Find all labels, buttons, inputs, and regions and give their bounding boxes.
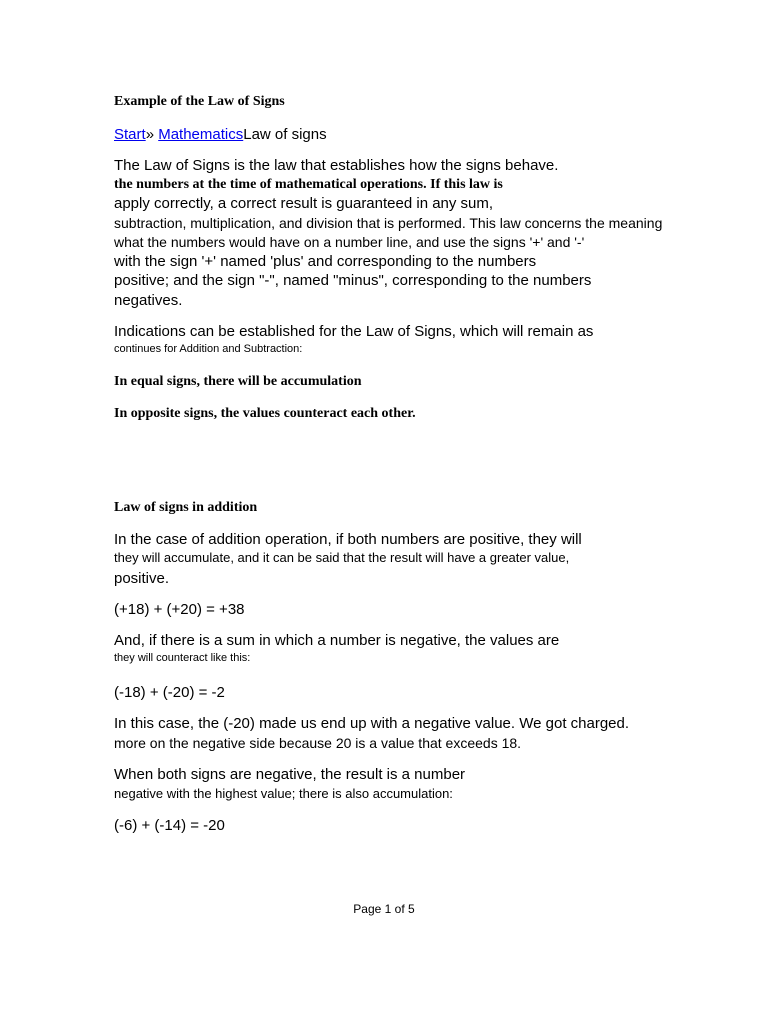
addition-para-line-2: they will accumulate, and it can be said that the result will have a greater value, [114,550,570,565]
document-title: Example of the Law of Signs [114,94,285,109]
breadcrumb-current: Law of signs [243,126,327,143]
page-number: Page 1 of 5 [353,902,415,916]
breadcrumb-separator: » [145,126,155,143]
intro-line-8: negatives. [114,292,183,309]
addition-heading: Law of signs in addition [114,500,258,515]
case-para-line-2: more on the negative side because 20 is a value that exceeds 18. [114,735,522,751]
case-para-line-1: In this case, the (-20) made us end up with a negative value. We got charged. [114,715,630,732]
negative-para-line-1: And, if there is a sum in which a number is negative, the values are [114,632,560,649]
intro-line-3: apply correctly, a correct result is guaranteed in any sum, [114,195,494,212]
intro-line-5: what the numbers would have on a number line, and use the signs '+' and '-' [114,234,585,250]
both-negative-line-2: negative with the highest value; there is also accumulation: [114,786,453,801]
rule-equal-signs: In equal signs, there will be accumulation [114,374,362,389]
document-page [114,0,754,1024]
breadcrumb [114,127,327,142]
intro-line-2: the numbers at the time of mathematical operations. If this law is [114,177,503,192]
addition-para-line-1: In the case of addition operation, if both numbers are positive, they will [114,531,582,548]
intro-line-1: The Law of Signs is the law that establishes how the signs behave. [114,157,559,174]
rule-opposite-signs: In opposite signs, the values counteract each other. [114,406,416,421]
both-negative-line-1: When both signs are negative, the result is a number [114,766,466,783]
example-positive-sum: (+18) + (+20) = +38 [114,601,245,618]
intro-line-7: positive; and the sign "-", named "minus", corresponding to the numbers [114,272,592,289]
example-negative-sum: (-18) + (-20) = -2 [114,684,225,701]
negative-para-line-2: they will counteract like this: [114,652,251,664]
intro-line-4: subtraction, multiplication, and division that is performed. This law concerns the meaning [114,215,663,231]
indications-line-1: Indications can be established for the Law of Signs, which will remain as [114,323,594,340]
intro-line-6: with the sign '+' named 'plus' and corresponding to the numbers [114,253,537,270]
breadcrumb-link-mathematics[interactable]: Mathematics [158,126,244,143]
breadcrumb-link-start[interactable]: Start [114,126,146,143]
example-both-negative: (-6) + (-14) = -20 [114,817,225,834]
addition-para-line-3: positive. [114,570,170,587]
indications-line-2: continues for Addition and Subtraction: [114,343,303,355]
